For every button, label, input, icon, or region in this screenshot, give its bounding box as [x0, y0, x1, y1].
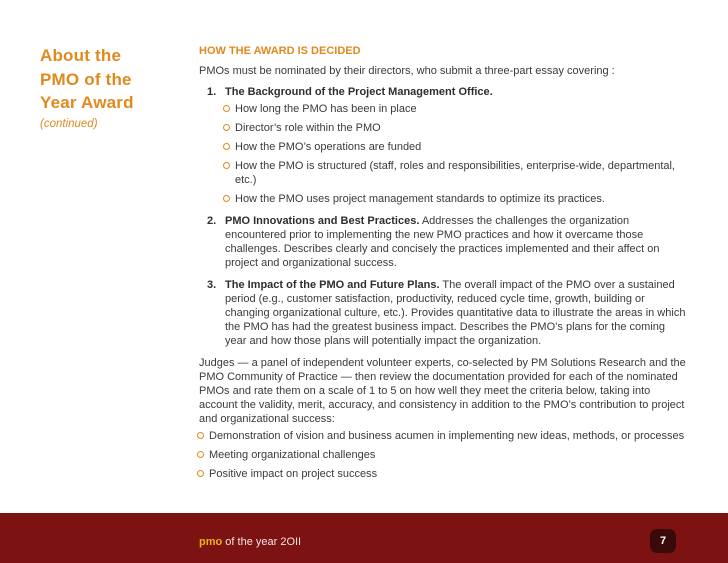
bullet-circle-icon — [223, 124, 230, 131]
bullet-text: Director’s role within the PMO — [235, 122, 381, 134]
bullet-text: How the PMO’s operations are funded — [235, 141, 422, 153]
main-content — [199, 44, 689, 486]
sidebar-title-line: PMO of the — [40, 69, 132, 89]
list-item-impact — [199, 278, 689, 348]
bullet-item — [225, 121, 689, 135]
item-title: The Impact of the PMO and Future Plans. — [225, 279, 440, 291]
bullet-circle-icon — [223, 162, 230, 169]
numbered-list — [199, 85, 689, 348]
sidebar-title-line: About the — [40, 46, 122, 65]
sidebar-title — [40, 44, 190, 115]
item-number: 3. — [207, 279, 217, 291]
bullet-item — [199, 467, 689, 481]
bullet-item — [225, 140, 689, 154]
bullet-text: How the PMO is structured (staff, roles and responsibilities, enterprise-wide, departmental, etc.) — [235, 160, 675, 186]
bullet-text: How the PMO uses project management standards to optimize its practices. — [235, 193, 605, 205]
bullet-circle-icon — [197, 451, 204, 458]
footer-band — [0, 513, 728, 563]
page-number-badge: 7 — [650, 529, 676, 553]
item-number: 2. — [207, 215, 217, 227]
item-text: The overall impact of the PMO over a sustained period (e.g., customer satisfaction, productivity, reduced cycle time, growth, building or changing organizational culture, etc.). Provides quantitative data to illustrate the areas in which the PMO has had the greatest business impact. Describes the PMO’s plans for the coming year and how those plans will potentially impact the organization. — [225, 279, 686, 347]
sidebar-title-line: Year Award — [40, 93, 134, 112]
bullet-text: How long the PMO has been in place — [235, 103, 417, 115]
section-heading: HOW THE AWARD IS DECIDED — [199, 45, 361, 57]
sidebar — [40, 44, 190, 130]
bullet-item — [199, 448, 689, 462]
sidebar-subtitle: (continued) — [40, 117, 98, 130]
bullet-item — [225, 192, 689, 206]
intro-paragraph: PMOs must be nominated by their directors, who submit a three-part essay covering : — [199, 65, 615, 77]
bullet-item — [199, 429, 689, 443]
bullet-text: Positive impact on project success — [209, 468, 378, 480]
bullet-circle-icon — [197, 470, 204, 477]
item-title: PMO Innovations and Best Practices. — [225, 215, 420, 227]
footer-brand-rest: of the year 2OII — [222, 536, 302, 548]
bullet-circle-icon — [197, 432, 204, 439]
bullet-item — [225, 159, 689, 187]
footer-brand — [199, 536, 301, 548]
bullet-item — [225, 102, 689, 116]
list-item-background — [199, 85, 689, 206]
judges-paragraph: Judges — a panel of independent volunteer experts, co-selected by PM Solutions Research and the PMO Community of Practice — then review the documentation provided for each of the nominated PMOs and rate them on a scale of 1 to 5 on how well they meet the criteria below, taking into account the validity, merit, accuracy, and consistency in addition to the PMO’s contribution to project and organizational success: — [199, 357, 686, 425]
bullet-circle-icon — [223, 105, 230, 112]
footer-brand-pmo: pmo — [199, 536, 223, 548]
item-text: Addresses the challenges the organization encountered prior to implementing the new PMO practices and how it overcame those challenges. Describes clearly and concisely the practices implemented and their affect on project and organizational success. — [225, 215, 660, 269]
criteria-bullets — [199, 429, 689, 481]
bullet-circle-icon — [223, 143, 230, 150]
bullet-text: Demonstration of vision and business acumen in implementing new ideas, methods, or processes — [209, 430, 685, 442]
bullet-circle-icon — [223, 195, 230, 202]
item-title: The Background of the Project Management Office. — [225, 86, 493, 98]
bullet-text: Meeting organizational challenges — [209, 449, 376, 461]
list-item-innovations — [199, 214, 689, 270]
background-bullets — [225, 102, 689, 206]
item-number: 1. — [207, 86, 217, 98]
